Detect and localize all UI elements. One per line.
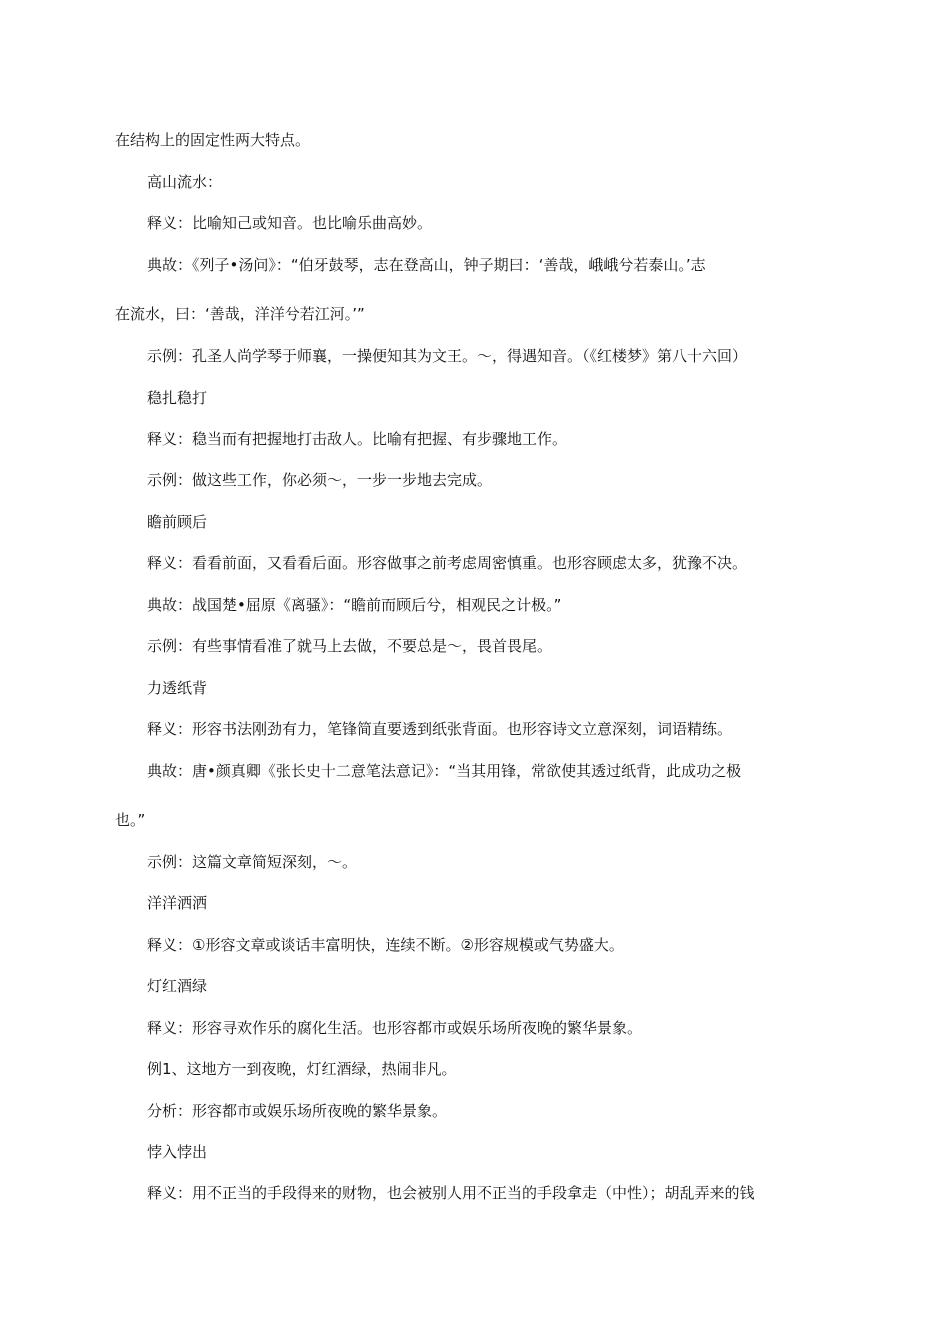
allusion-continuation: 也。” (115, 811, 146, 829)
definition-line: 释义：用不正当的手段得来的财物，也会被别人用不正当的手段拿走（中性）；胡乱弄来的钱 (147, 1184, 755, 1202)
analysis-line: 分析：形容都市或娱乐场所夜晚的繁华景象。 (147, 1102, 448, 1120)
definition-line: 释义：看看前面，又看看后面。形容做事之前考虑周密慎重。也形容顾虑太多，犹豫不决。 (147, 554, 748, 572)
allusion-line: 典故：《列子•汤问》：“伯牙鼓琴，志在登高山，钟子期曰：‘善哉，峨峨兮若泰山。’志 (147, 256, 706, 274)
paragraph-continuation: 在结构上的固定性两大特点。 (115, 131, 311, 149)
example-line: 例1、这地方一到夜晚，灯红酒绿，热闹非凡。 (147, 1060, 457, 1078)
example-line: 示例：做这些工作，你必须～，一步一步地去完成。 (147, 471, 493, 489)
definition-line: 释义：形容寻欢作乐的腐化生活。也形容都市或娱乐场所夜晚的繁华景象。 (147, 1019, 643, 1037)
definition-line: 释义：比喻知己或知音。也比喻乐曲高妙。 (147, 214, 433, 232)
allusion-line: 典故：战国楚•屈原《离骚》：“瞻前而顾后兮，相观民之计极。” (147, 596, 562, 614)
idiom-heading: 悖入悖出 (147, 1143, 208, 1161)
definition-line: 释义：稳当而有把握地打击敌人。比喻有把握、有步骤地工作。 (147, 430, 568, 448)
allusion-line: 典故：唐•颜真卿《张长史十二意笔法意记》：“当其用锋，常欲使其透过纸背，此成功之极 (147, 762, 742, 780)
idiom-heading: 瞻前顾后 (147, 513, 208, 531)
idiom-heading: 高山流水： (147, 173, 223, 191)
example-line: 示例：孔圣人尚学琴于师襄，一操便知其为文王。～，得遇知音。（《红楼梦》第八十六回） (147, 347, 748, 365)
definition-line: 释义：①形容文章或谈话丰富明快，连续不断。②形容规模或气势盛大。 (147, 936, 624, 954)
example-line: 示例：有些事情看准了就马上去做，不要总是～，畏首畏尾。 (147, 637, 553, 655)
idiom-heading: 灯红酒绿 (147, 977, 208, 995)
idiom-heading: 洋洋洒洒 (147, 894, 208, 912)
idiom-heading: 稳扎稳打 (147, 389, 208, 407)
definition-line: 释义：形容书法刚劲有力，笔锋简直要透到纸张背面。也形容诗文立意深刻，词语精练。 (147, 720, 733, 738)
idiom-heading: 力透纸背 (147, 679, 208, 697)
allusion-continuation: 在流水，曰：‘善哉，洋洋兮若江河。’” (115, 305, 365, 323)
example-line: 示例：这篇文章简短深刻，～。 (147, 853, 358, 871)
